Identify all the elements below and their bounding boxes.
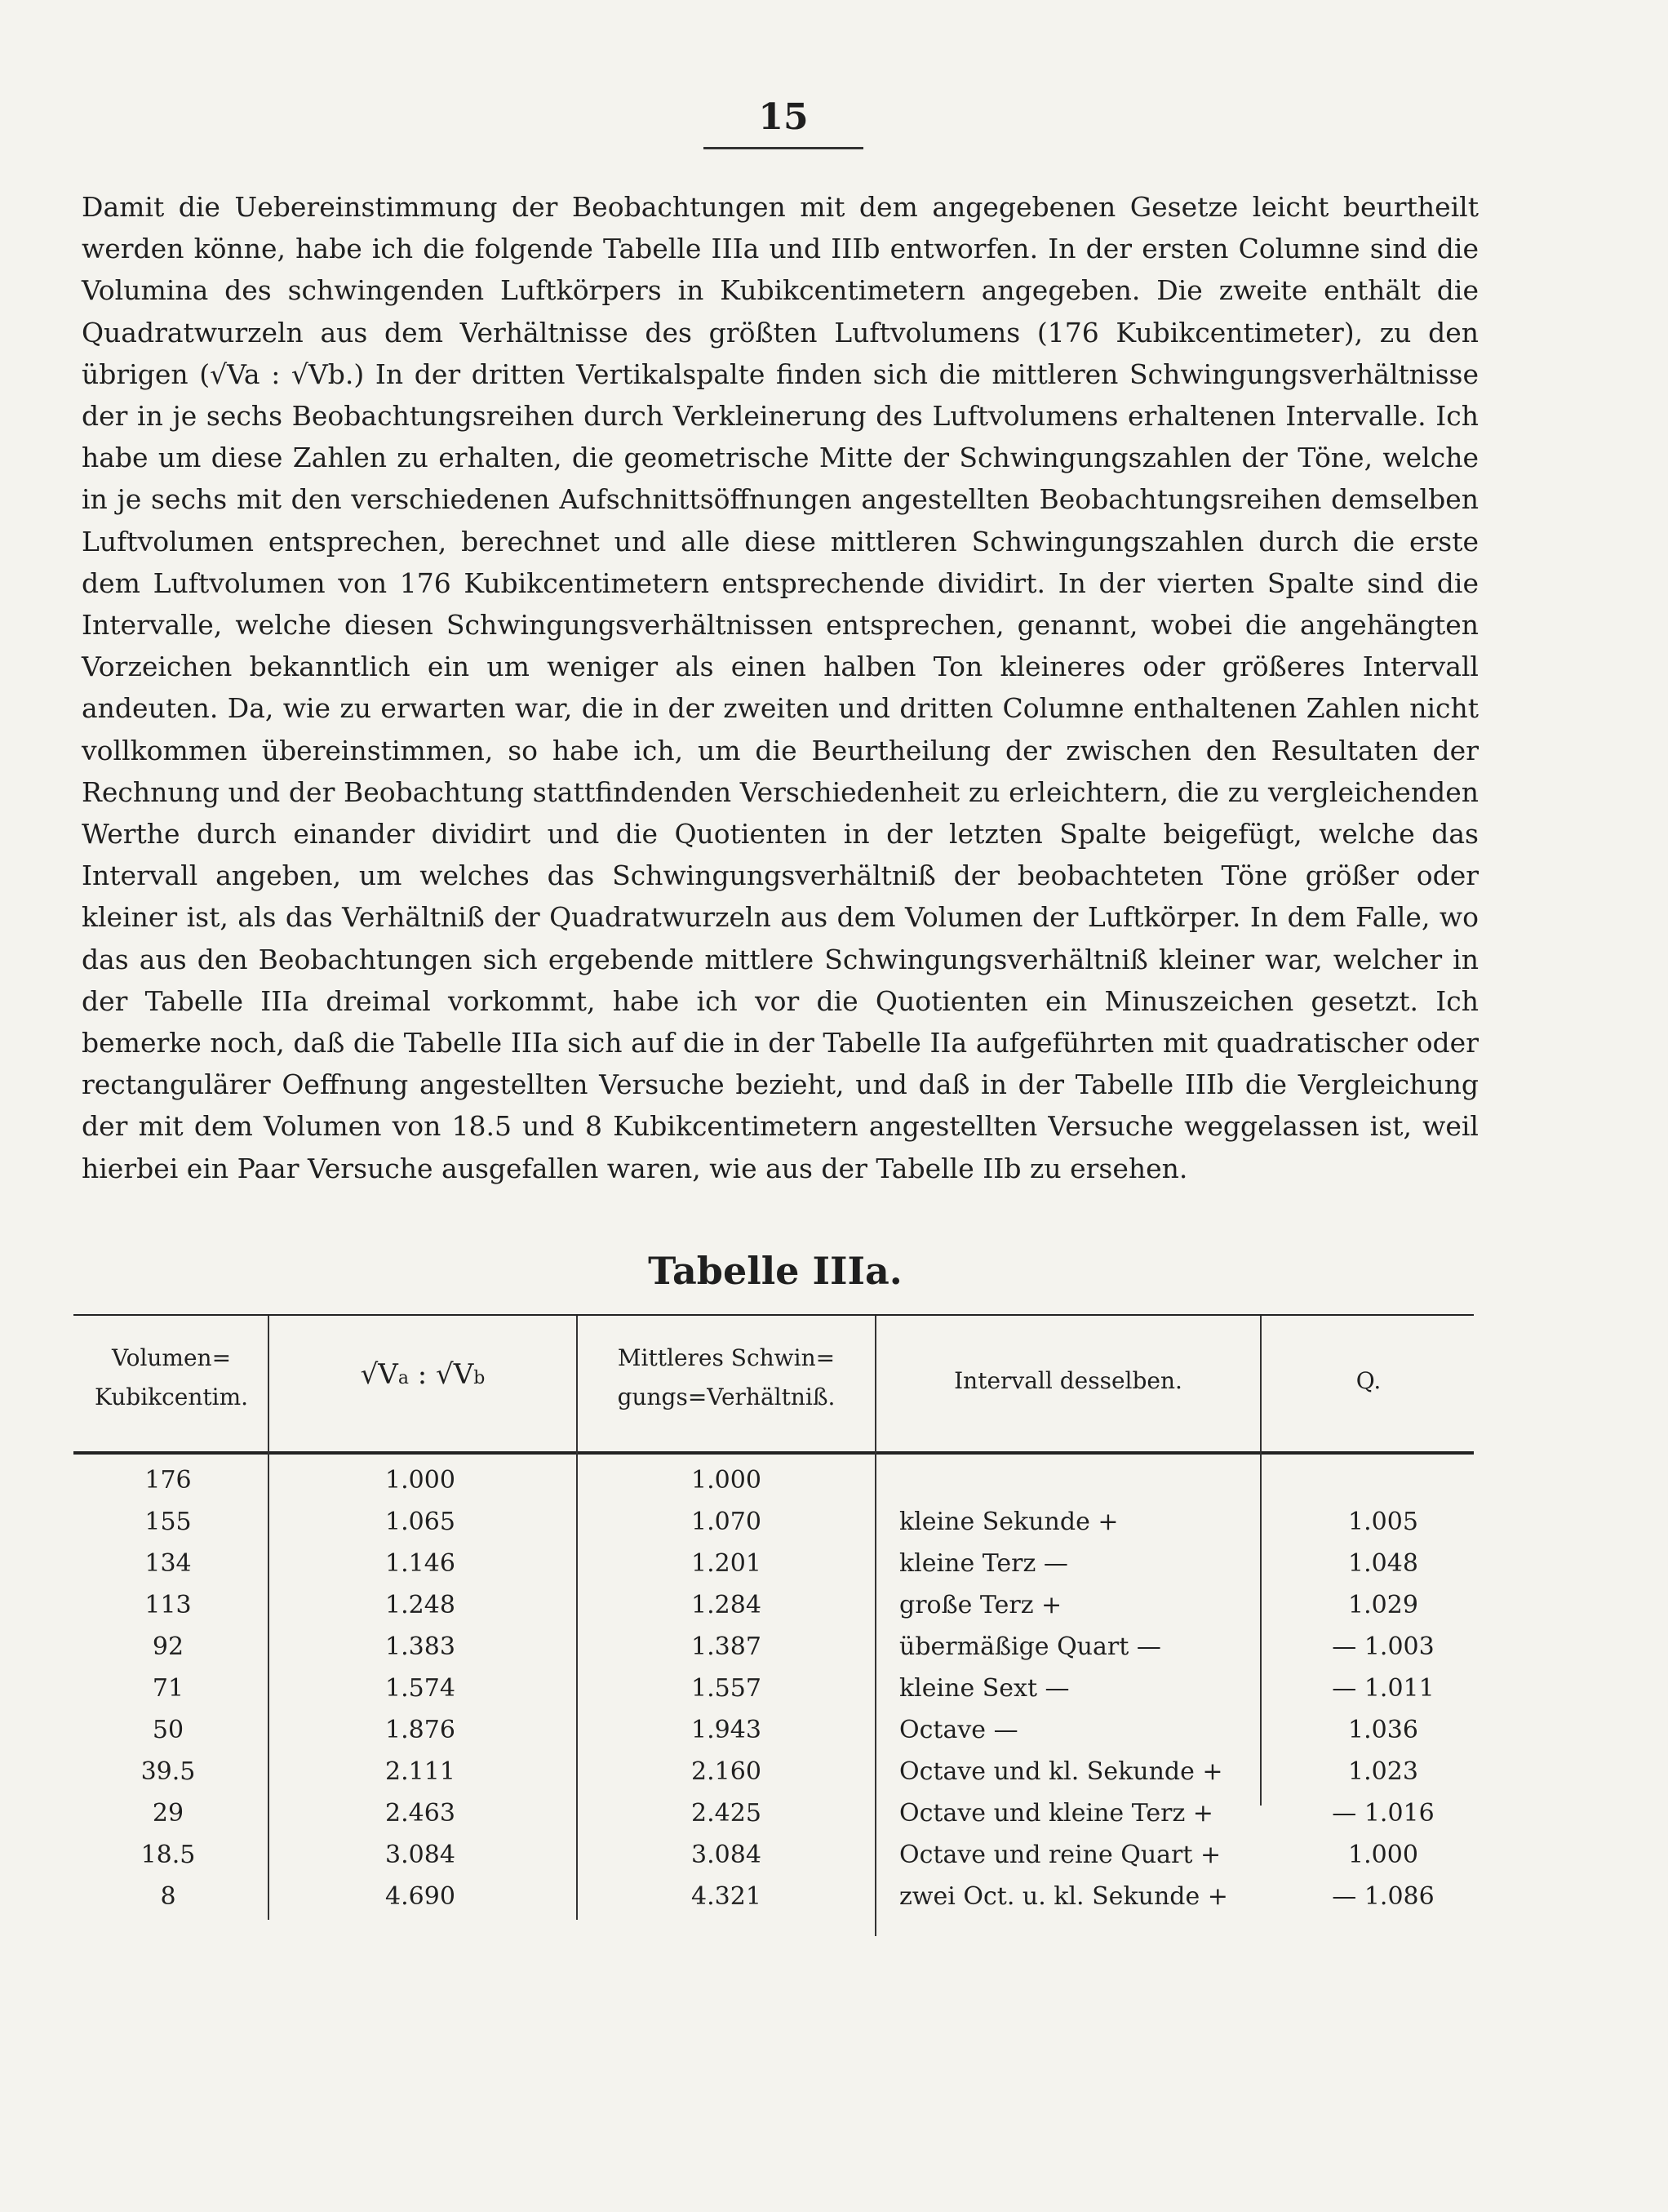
cell-interval: kleine Terz — [899, 1549, 1068, 1578]
cell-quotient: — 1.003 [1332, 1632, 1435, 1661]
cell-volume: 155 [144, 1508, 192, 1536]
cell-volume: 113 [144, 1591, 192, 1619]
header-root-b-sub: b [473, 1368, 486, 1388]
cell-mean: 1.000 [691, 1466, 761, 1495]
body-paragraph: Damit die Uebereinstimmung der Beobachtungen mit dem angegebenen Gesetze leicht beurtheilt werden könne, habe ich die folgende Tabelle IIIa und IIIb entworfen. In der ersten Columne sind die Volumina des schwingenden Luftkörpers in Kubikcentimetern angegeben. Die zweite enthält die Quadratwurzeln aus dem Verhältnisse des größten Luftvolumens (176 Kubikcentimeter), zu den übrigen (√Va : √Vb.) In der dritten Vertikalspalte finden sich die mittleren Schwingungsverhältnisse der in je sechs Beobachtungsreihen durch Verkleinerung des Luftvolumens erhaltenen Intervalle. Ich habe um diese Zahlen zu erhalten, die geometrische Mitte der Schwingungszahlen der Töne, welche in je sechs mit den verschiedenen Aufschnittsöffnungen angestellten Beobachtungsreihen demselben Luftvolumen entsprechen, berechnet und alle diese mittleren Schwingungszahlen durch die erste dem Luftvolumen von 176 Kubikcentimetern entsprechende dividirt. In der vierten Spalte sind die Intervalle, welche diesen Schwingungsverhältnissen entsprechen, genannt, wobei die angehängten Vorzeichen bekanntlich ein um weniger als einen halben Ton kleineres oder größeres Intervall andeuten. Da, wie zu erwarten war, die in der zweiten und dritten Columne enthaltenen Zahlen nicht vollkommen übereinstimmen, so habe ich, um die Beurtheilung der zwischen den Resultaten der Rechnung und der Beobachtung stattfindenden Verschiedenheit zu erleichtern, die zu vergleichenden Werthe durch einander dividirt und die Quotienten in der letzten Spalte beigefügt, welche das Intervall angeben, um welches das Schwingungsverhältniß der beobachteten Töne größer oder kleiner ist, als das Verhältniß der Quadratwurzeln aus dem Volumen der Luftkörper. In dem Falle, wo das aus den Beobachtungen sich ergebende mittlere Schwingungsverhältniß kleiner war, welcher in der Tabelle IIIa dreimal vorkommt, habe ich vor die Quotienten ein Minuszeichen gesetzt. Ich bemerke noch, daß die Tabelle IIIa sich auf die in der Tabelle IIa aufgeführten mit quadratischer oder rectangulärer Oeffnung angestellten Versuche bezieht, und daß in der Tabelle IIIb die Vergleichung der mit dem Volumen von 18.5 und 8 Kubikcentimetern angestellten Versuche weggelassen ist, weil hierbei ein Paar Versuche ausgefallen waren, wie aus der Tabelle IIb zu ersehen. [82, 191, 1479, 1184]
cell-interval: kleine Sext — [899, 1674, 1070, 1703]
cell-mean: 2.160 [691, 1757, 761, 1786]
header-quotient: Q. [1355, 1367, 1382, 1394]
cell-volume: 50 [152, 1716, 184, 1744]
cell-quotient: 1.005 [1348, 1508, 1418, 1536]
cell-quotient: 1.000 [1348, 1841, 1418, 1869]
cell-quotient: — 1.086 [1332, 1882, 1435, 1911]
cell-mean: 2.425 [691, 1799, 761, 1828]
cell-ratio: 1.065 [385, 1508, 455, 1536]
table-row [73, 1461, 1474, 1503]
cell-mean: 1.387 [691, 1632, 761, 1661]
table-header-rule [73, 1451, 1474, 1455]
header-mean-line1: Mittleres Schwin= [617, 1344, 836, 1371]
cell-ratio: 1.146 [385, 1549, 455, 1578]
table-title: Tabelle IIIa. [648, 1249, 903, 1293]
cell-volume: 71 [152, 1674, 184, 1703]
cell-interval: Octave — [899, 1716, 1018, 1744]
page-number-rule [703, 147, 863, 149]
cell-interval: zwei Oct. u. kl. Sekunde + [899, 1882, 1228, 1911]
header-root-a: √V [360, 1358, 398, 1391]
table-row [73, 1503, 1474, 1544]
cell-quotient: 1.036 [1348, 1716, 1418, 1744]
cell-mean: 4.321 [691, 1882, 761, 1911]
table-row [73, 1544, 1474, 1586]
cell-quotient: — 1.011 [1332, 1674, 1435, 1703]
cell-ratio: 1.876 [385, 1716, 455, 1744]
cell-ratio: 4.690 [385, 1882, 455, 1911]
cell-volume: 176 [144, 1466, 192, 1495]
table-row [73, 1752, 1474, 1794]
table-top-rule [73, 1314, 1474, 1316]
table-row [73, 1711, 1474, 1752]
cell-mean: 1.201 [691, 1549, 761, 1578]
header-volume-line2: Kubikcentim. [94, 1384, 249, 1410]
cell-volume: 134 [144, 1549, 192, 1578]
cell-mean: 1.070 [691, 1508, 761, 1536]
table-row [73, 1669, 1474, 1711]
cell-interval: Octave und kl. Sekunde + [899, 1757, 1223, 1786]
table-row [73, 1586, 1474, 1628]
cell-volume: 8 [160, 1882, 176, 1911]
table-row [73, 1794, 1474, 1836]
header-volume-line1: Volumen= [111, 1344, 232, 1371]
cell-mean: 3.084 [691, 1841, 761, 1869]
cell-volume: 39.5 [140, 1757, 196, 1786]
cell-interval: große Terz + [899, 1591, 1062, 1619]
cell-volume: 29 [152, 1799, 184, 1828]
header-volume [78, 1339, 265, 1417]
cell-interval: Octave und kleine Terz + [899, 1799, 1213, 1828]
cell-mean: 1.557 [691, 1674, 761, 1703]
header-root-ratio [271, 1355, 574, 1398]
cell-ratio: 1.000 [385, 1466, 455, 1495]
table-row [73, 1836, 1474, 1877]
cell-ratio: 1.248 [385, 1591, 455, 1619]
cell-mean: 1.943 [691, 1716, 761, 1744]
cell-quotient: 1.023 [1348, 1757, 1418, 1786]
header-root-sep: : [408, 1358, 437, 1391]
cell-interval: kleine Sekunde + [899, 1508, 1119, 1536]
header-interval: Intervall desselben. [954, 1367, 1182, 1394]
header-root-a-sub: a [397, 1368, 409, 1388]
cell-mean: 1.284 [691, 1591, 761, 1619]
cell-interval: Octave und reine Quart + [899, 1841, 1222, 1869]
cell-ratio: 3.084 [385, 1841, 455, 1869]
table-row [73, 1877, 1474, 1919]
header-mean-line2: gungs=Verhältniß. [617, 1384, 836, 1410]
table-body [73, 1461, 1474, 1919]
cell-quotient: — 1.016 [1332, 1799, 1435, 1828]
table-row [73, 1628, 1474, 1669]
cell-ratio: 1.383 [385, 1632, 455, 1661]
header-mean-ratio [581, 1339, 872, 1417]
cell-ratio: 2.463 [385, 1799, 455, 1828]
cell-interval: übermäßige Quart — [899, 1632, 1161, 1661]
cell-quotient: 1.029 [1348, 1591, 1418, 1619]
cell-volume: 18.5 [140, 1841, 196, 1869]
cell-ratio: 1.574 [385, 1674, 455, 1703]
page-number: 15 [758, 96, 809, 138]
header-root-b: √V [436, 1358, 474, 1391]
cell-volume: 92 [152, 1632, 184, 1661]
cell-quotient: 1.048 [1348, 1549, 1418, 1578]
cell-ratio: 2.111 [385, 1757, 455, 1786]
